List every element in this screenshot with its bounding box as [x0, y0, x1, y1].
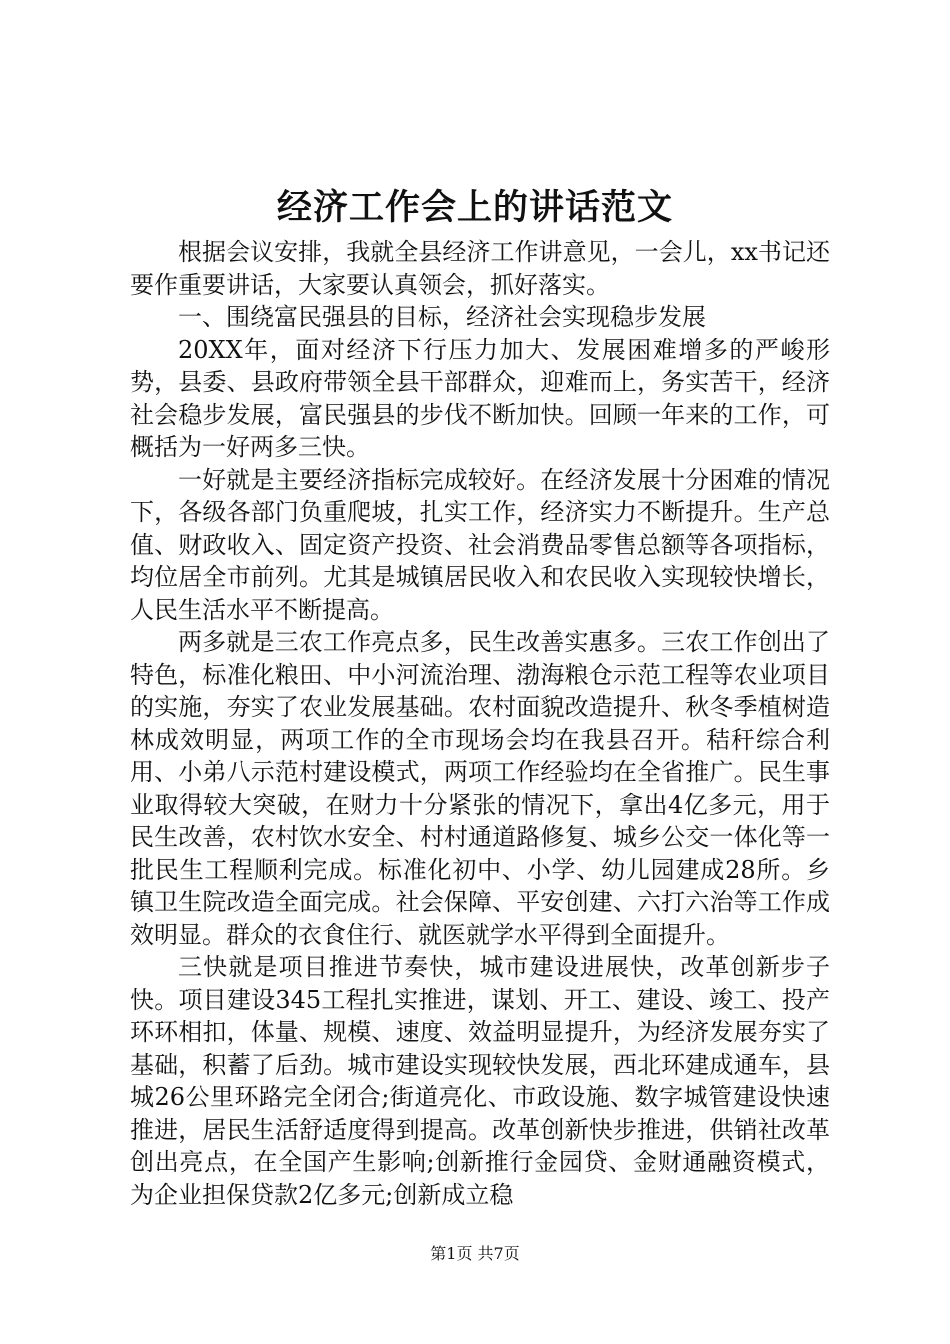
document-title: 经济工作会上的讲话范文	[276, 187, 673, 228]
page-footer: 第1页 共7页	[430, 1244, 520, 1263]
section-heading-1: 一、围绕富民强县的目标，经济社会实现稳步发展	[178, 303, 706, 331]
paragraph-three-fast: 三快就是项目推进节奏快，城市建设进展快，改革创新步子快。项目建设345工程扎实推进，谋划、开工、建设、竣工、投产环环相扣，体量、规模、速度、效益明显提升，为经济发展夯实了基础，积蓄了后劲。城市建设实现较快发展，西北环建成通车，县城26公里环路完全闭合;街道亮化、市政设施、数字城管建设快速推进，居民生活舒适度得到提高。改革创新快步推进，供销社改革创出亮点，在全国产生影响;创新推行金园贷、金财通融资模式，为企业担保贷款2亿多元;创新成立稳	[130, 953, 830, 1209]
paragraph-intro: 根据会议安排，我就全县经济工作讲意见，一会儿，xx书记还要作重要讲话，大家要认真领会，抓好落实。	[130, 238, 830, 299]
paragraph-one-good: 一好就是主要经济指标完成较好。在经济发展十分困难的情况下，各级各部门负重爬坡，扎实工作，经济实力不断提升。生产总值、财政收入、固定资产投资、社会消费品零售总额等各项指标，均位居全市前列。尤其是城镇居民收入和农民收入实现较快增长，人民生活水平不断提高。	[130, 465, 830, 624]
paragraph-overview: 20XX年，面对经济下行压力加大、发展困难增多的严峻形势，县委、县政府带领全县干部群众，迎难而上，务实苦干，经济社会稳步发展，富民强县的步伐不断加快。回顾一年来的工作，可概括为一好两多三快。	[130, 335, 830, 461]
document-body	[130, 236, 830, 1211]
paragraph-two-more: 两多就是三农工作亮点多，民生改善实惠多。三农工作创出了特色，标准化粮田、中小河流治理、渤海粮仓示范工程等农业项目的实施，夯实了农业发展基础。农村面貌改造提升、秋冬季植树造林成效明显，两项工作的全市现场会均在我县召开。秸秆综合利用、小弟八示范村建设模式，两项工作经验均在全省推广。民生事业取得较大突破，在财力十分紧张的情况下，拿出4亿多元，用于民生改善，农村饮水安全、村村通道路修复、城乡公交一体化等一批民生工程顺利完成。标准化初中、小学、幼儿园建成28所。乡镇卫生院改造全面完成。社会保障、平安创建、六打六治等工作成效明显。群众的衣食住行、就医就学水平得到全面提升。	[130, 628, 830, 949]
